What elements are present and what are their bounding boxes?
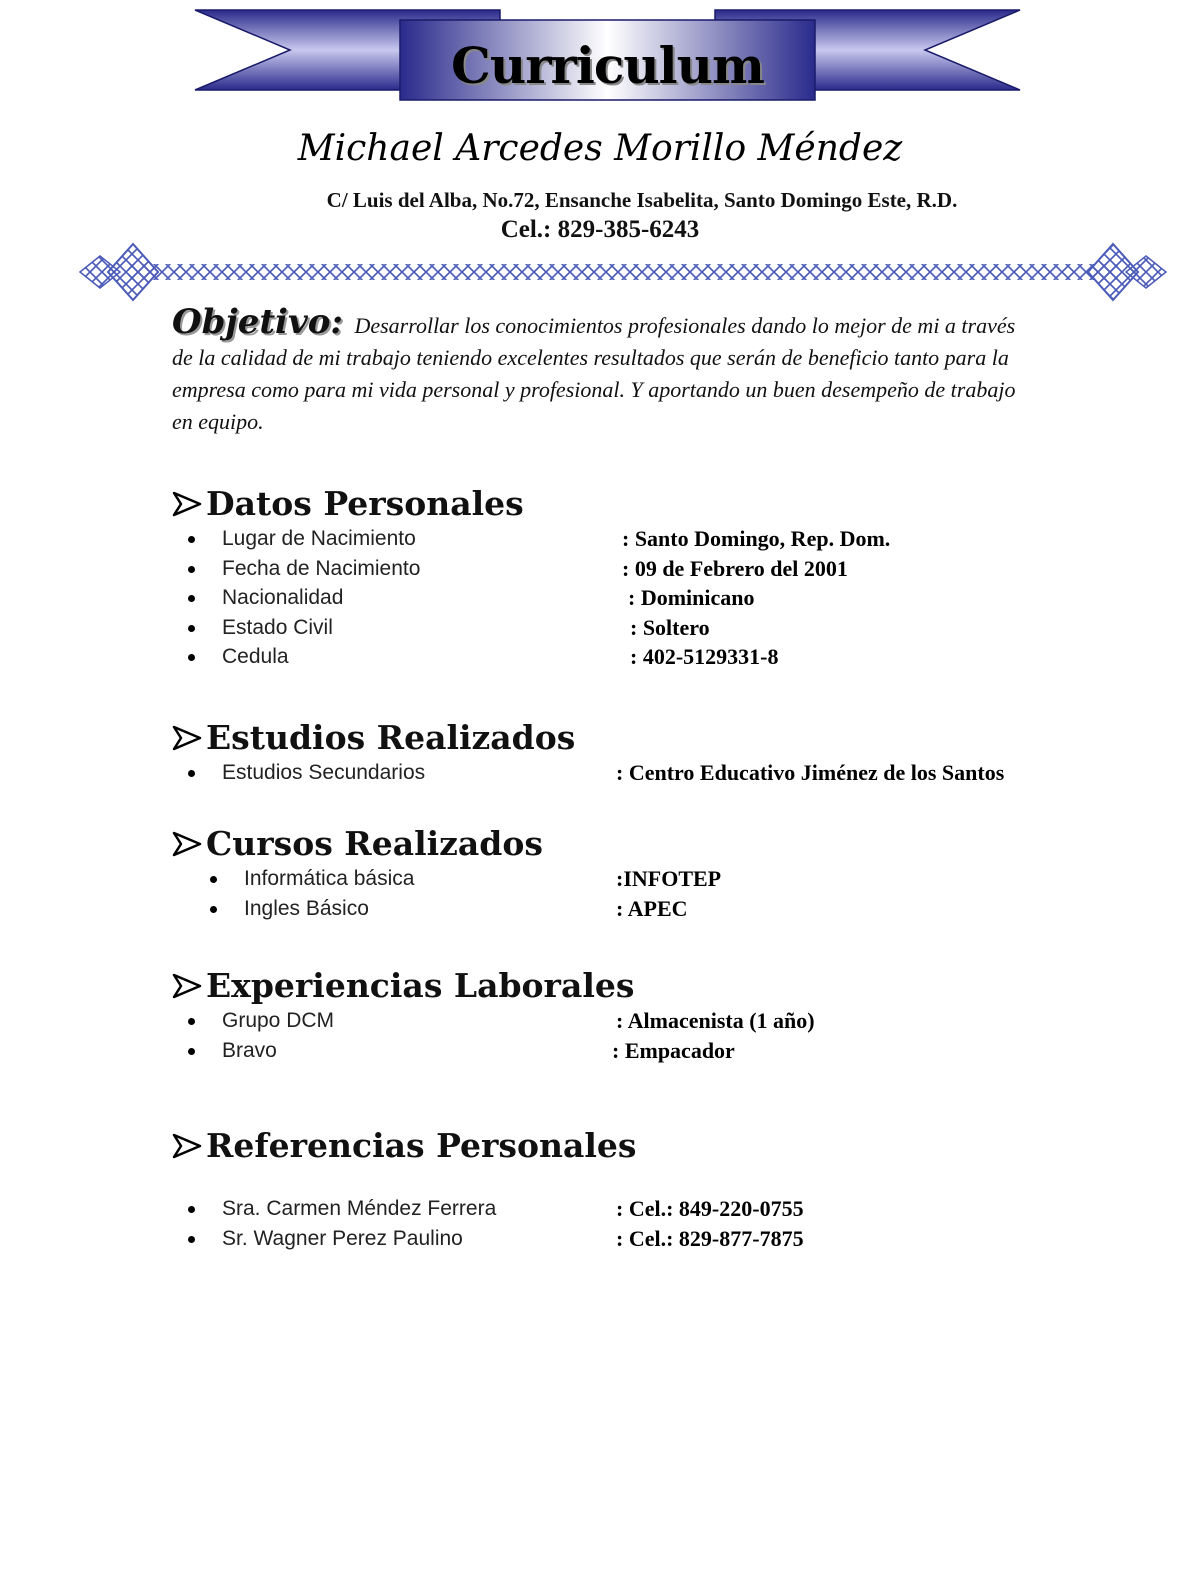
referencias-list <box>172 1194 1132 1253</box>
list-item: Lugar de Nacimiento : Santo Domingo, Rep. Dom. <box>172 524 1132 554</box>
section-cursos-realizados <box>172 824 1132 923</box>
section-datos-personales <box>172 484 1132 672</box>
list-item: Estado Civil : Soltero <box>172 613 1132 643</box>
objective-text: Desarrollar los conocimientos profesionales dando lo mejor de mi a través de la calidad de mi trabajo teniendo excelentes resultados que serán de beneficio tanto para la empresa como para mi vida personal y profesional. Y aportando un buen desempeño de trabajo en equipo. <box>172 313 1016 434</box>
section-title: Datos Personales <box>172 484 1132 524</box>
arrow-bullet-icon <box>172 491 202 517</box>
address: C/ Luis del Alba, No.72, Ensanche Isabelita, Santo Domingo Este, R.D. <box>326 188 958 212</box>
list-item: Nacionalidad : Dominicano <box>172 583 1132 613</box>
arrow-bullet-icon <box>172 1133 202 1159</box>
list-item: Informática básica :INFOTEP <box>172 864 1132 894</box>
title-banner <box>190 6 1025 106</box>
section-estudios-realizados <box>172 718 1132 788</box>
cursos-list <box>172 864 1132 923</box>
section-title: Experiencias Laborales <box>172 966 1132 1006</box>
candidate-name: Michael Arcedes Morillo Méndez <box>297 128 903 169</box>
list-item: Bravo : Empacador <box>172 1036 1132 1066</box>
list-item: Sr. Wagner Perez Paulino : Cel.: 829-877-7875 <box>172 1224 1132 1254</box>
banner-title: Curriculum <box>451 36 764 95</box>
arrow-bullet-icon <box>172 973 202 999</box>
section-title: Cursos Realizados <box>172 824 1132 864</box>
section-experiencias-laborales <box>172 966 1132 1065</box>
list-item: Grupo DCM : Almacenista (1 año) <box>172 1006 1132 1036</box>
list-item: Estudios Secundarios : Centro Educativo Jiménez de los Santos <box>172 758 1132 788</box>
datos-list <box>172 524 1132 672</box>
list-item: Cedula : 402-5129331-8 <box>172 642 1132 672</box>
estudios-list <box>172 758 1132 788</box>
section-title: Referencias Personales <box>172 1126 1132 1166</box>
experiencias-list <box>172 1006 1132 1065</box>
decorative-divider <box>78 242 1168 304</box>
section-referencias-personales <box>172 1126 1132 1253</box>
list-item: Sra. Carmen Méndez Ferrera : Cel.: 849-220-0755 <box>172 1194 1132 1224</box>
list-item: Ingles Básico : APEC <box>172 894 1132 924</box>
list-item: Fecha de Nacimiento : 09 de Febrero del 2001 <box>172 554 1132 584</box>
arrow-bullet-icon <box>172 725 202 751</box>
arrow-bullet-icon <box>172 831 202 857</box>
objective-label: Objetivo: <box>172 302 343 342</box>
phone: Cel.: 829-385-6243 <box>500 216 700 243</box>
section-title: Estudios Realizados <box>172 718 1132 758</box>
objective-paragraph <box>172 302 1032 438</box>
